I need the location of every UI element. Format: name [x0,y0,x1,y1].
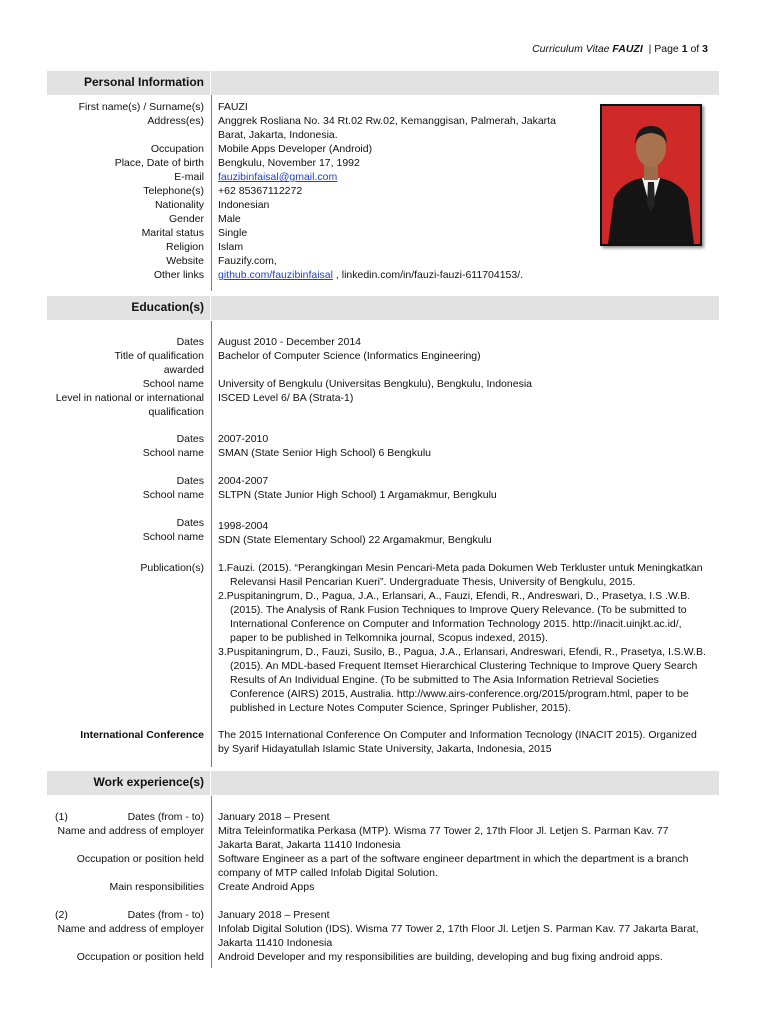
work2-employer-line-1: Infolab Digital Solution (IDS). Wisma 77 Tower 2, 17th Floor Jl. Letjen S. Parman Kav. 77 Jakarta Barat, [218,923,699,935]
work1-occupation-line-2: company of MTP called Infolab Digital Solution. [218,867,438,879]
row-marital [0,226,768,240]
edu3-school-label: School name [142,489,204,501]
nationality-label: Nationality [154,199,204,211]
row-work1-occupation [0,852,768,866]
work2-dates: January 2018 – Present [218,909,330,921]
links-label: Other links [153,269,204,281]
edu4-school-label: School name [142,531,204,543]
email-label: E-mail [174,171,204,183]
edu1-school: University of Bengkulu (Universitas Bengkulu), Bengkulu, Indonesia [218,378,533,390]
row-work2-employer [0,922,768,936]
page-header [532,43,708,55]
address-line-2: Barat, Jakarta, Indonesia. [218,129,338,141]
edu1-title-label-2: awarded [163,364,204,376]
gender-value: Male [218,213,241,225]
page-of: of [690,43,700,55]
row-birth [0,156,768,170]
edu4-dates-label: Dates [176,517,204,529]
publications-list [218,561,706,715]
row-edu1-school [0,377,768,391]
work1-occupation-line-1: Software Engineer as a part of the software engineer department in which the department is a branch [218,853,689,865]
row-edu2-dates [0,432,768,446]
work2-employer-label: Name and address of employer [57,923,204,935]
edu1-title-label: Title of qualification [114,350,204,362]
row-edu4-dates [0,516,768,530]
publication-line: published in Lecture Notes Computer Science, Springer Publisher, 2015). [230,702,571,714]
row-edu1-level [0,391,768,405]
row-conference-2 [0,742,768,756]
row-name [0,100,768,114]
page-prefix: | Page [648,43,679,55]
work1-responsibilities-label: Main responsibilities [109,881,204,893]
edu1-level: ISCED Level 6/ BA (Strata-1) [218,392,354,404]
work1-dates-label: Dates (from - to) [127,811,204,823]
row-edu3-school [0,488,768,502]
work2-dates-label: Dates (from - to) [127,909,204,921]
row-address [0,114,768,128]
conference-label: International Conference [80,729,204,741]
row-work1-dates [0,810,768,824]
row-edu1-dates [0,335,768,349]
publication-line: 2.Puspitaningrum, D., Pagua, J.A., Erlansari, A., Fauzi, Efendi, R., Andreswari, D., Prasetya, I.S .W.B. [218,590,691,602]
section-work [47,771,719,795]
row-website [0,254,768,268]
row-links [0,268,768,282]
linkedin-text: , linkedin.com/in/fauzi-fauzi-611704153/. [335,269,524,281]
row-occupation [0,142,768,156]
address-label: Address(es) [147,115,204,127]
occupation-label: Occupation [150,143,204,155]
page-total: 3 [702,43,708,55]
gender-label: Gender [168,213,204,225]
section-title-work: Work experience(s) [93,775,204,789]
religion-label: Religion [166,241,204,253]
publication-line: Conference (AIRS) 2015, Australia. http://www.airs-conference.org/2015/program.html, paper to be [230,688,689,700]
edu2-dates: 2007-2010 [218,433,269,445]
cv-name: FAUZI [612,43,643,55]
edu3-dates: 2004-2007 [218,475,269,487]
edu1-title: Bachelor of Computer Science (Informatics Engineering) [218,350,481,362]
address-line-1: Anggrek Rosliana No. 34 Rt.02 Rw.02, Kemanggisan, Palmerah, Jakarta [218,115,556,127]
cv-label: Curriculum Vitae [532,43,610,55]
publication-line: paper to be published in Telkomnika journal, Scopus indexed, 2015). [230,632,548,644]
row-work2-dates [0,908,768,922]
work2-number: (2) [55,909,68,921]
page-current: 1 [681,43,688,55]
work1-occupation-label: Occupation or position held [76,853,204,865]
edu3-school: SLTPN (State Junior High School) 1 Argamakmur, Bengkulu [218,489,497,501]
row-religion [0,240,768,254]
row-phone [0,184,768,198]
publication-line: International Conference on Computer and Information Technology 2015. http://inacit.uinjkt.ac.id/, [230,618,682,630]
row-work1-employer [0,824,768,838]
edu4-school: SDN (State Elementary School) 22 Argamakmur, Bengkulu [218,534,492,546]
row-gender [0,212,768,226]
work1-number: (1) [55,811,68,823]
work1-responsibilities: Create Android Apps [218,881,315,893]
publication-line: Relevansi Hasil Pencarian Kueri”. Undergraduate Thesis, University of Bengkulu, 2015. [230,576,636,588]
edu1-level-label: Level in national or international [55,392,204,404]
row-work2-occupation [0,950,768,964]
publications-label: Publication(s) [140,562,204,574]
marital-value: Single [218,227,248,239]
row-email [0,170,768,184]
work2-occupation-label: Occupation or position held [76,951,204,963]
row-edu1-level-2 [0,405,768,419]
row-address-2 [0,128,768,142]
publication-line: (2015). The Analysis of Rank Fusion Techniques to Improve Query Relevance. (To be submitted to [230,604,687,616]
github-link[interactable]: github.com/fauzibinfaisal [218,269,333,281]
website-value: Fauzify.com, [218,255,277,267]
row-conference [0,728,768,742]
publication-line: Results of An Individual Engine. (To be submitted to The Asia Information Retrieval Societies [230,674,659,686]
row-edu2-school [0,446,768,460]
marital-label: Marital status [141,227,204,239]
work2-employer-line-2: Jakarta 11410 Indonesia [218,937,333,949]
work1-employer-line-2: Jakarta Barat, Jakarta 11410 Indonesia [218,839,401,851]
birth-value: Bengkulu, November 17, 1992 [218,157,360,169]
section-education [47,296,719,320]
edu4-dates: 1998-2004 [218,520,269,532]
edu1-dates-label: Dates [176,336,204,348]
edu1-school-label: School name [142,378,204,390]
edu1-dates: August 2010 - December 2014 [218,336,362,348]
work1-employer-label: Name and address of employer [57,825,204,837]
edu2-school: SMAN (State Senior High School) 6 Bengkulu [218,447,432,459]
row-nationality [0,198,768,212]
conference-line-1: The 2015 International Conference On Computer and Information Tecnology (INACIT 2015). Organized [218,729,697,741]
occupation-value: Mobile Apps Developer (Android) [218,143,373,155]
row-edu4-school [0,530,768,544]
edu2-dates-label: Dates [176,433,204,445]
edu2-school-label: School name [142,447,204,459]
links-value [218,268,523,282]
website-label: Website [166,255,204,267]
name-label: First name(s) / Surname(s) [78,101,204,113]
publication-line: 3.Puspitaningrum, D., Fauzi, Susilo, B., Pagua, J.A., Erlansari, Andreswari, Efendi, R., Prasetya, I.S.W.B. [218,646,706,658]
name-value: FAUZI [218,101,248,113]
row-work2-employer-2 [0,936,768,950]
email-link[interactable]: fauzibinfaisal@gmail.com [218,171,338,183]
row-work1-occupation-2 [0,866,768,880]
row-edu1-title-2 [0,363,768,377]
row-work1-employer-2 [0,838,768,852]
religion-value: Islam [218,241,244,253]
nationality-value: Indonesian [218,199,270,211]
conference-line-2: by Syarif Hidayatullah Islamic State University, Jakarta, Indonesia, 2015 [218,743,552,755]
row-edu1-title [0,349,768,363]
edu3-dates-label: Dates [176,475,204,487]
section-personal [47,71,719,95]
row-edu3-dates [0,474,768,488]
publication-line: 1.Fauzi. (2015). “Perangkingan Mesin Pencari-Meta pada Dokumen Web Terkluster untuk Meningkatkan [218,562,703,574]
edu1-level-label-2: qualification [148,406,204,418]
birth-label: Place, Date of birth [114,157,204,169]
publication-line: (2015). An MDL-based Frequent Itemset Hierarchical Clustering Technique to Improve Query Search [230,660,698,672]
work1-dates: January 2018 – Present [218,811,330,823]
work1-employer-line-1: Mitra Teleinformatika Perkasa (MTP). Wisma 77 Tower 2, 17th Floor Jl. Letjen S. Parman Kav. 77 [218,825,669,837]
phone-label: Telephone(s) [143,185,204,197]
phone-value: +62 85367112272 [218,185,303,197]
section-title-personal: Personal Information [83,75,204,89]
work2-occupation: Android Developer and my responsibilities are building, developing and bug fixing android apps. [218,951,663,963]
row-work1-responsibilities [0,880,768,894]
section-title-education: Education(s) [131,300,204,314]
